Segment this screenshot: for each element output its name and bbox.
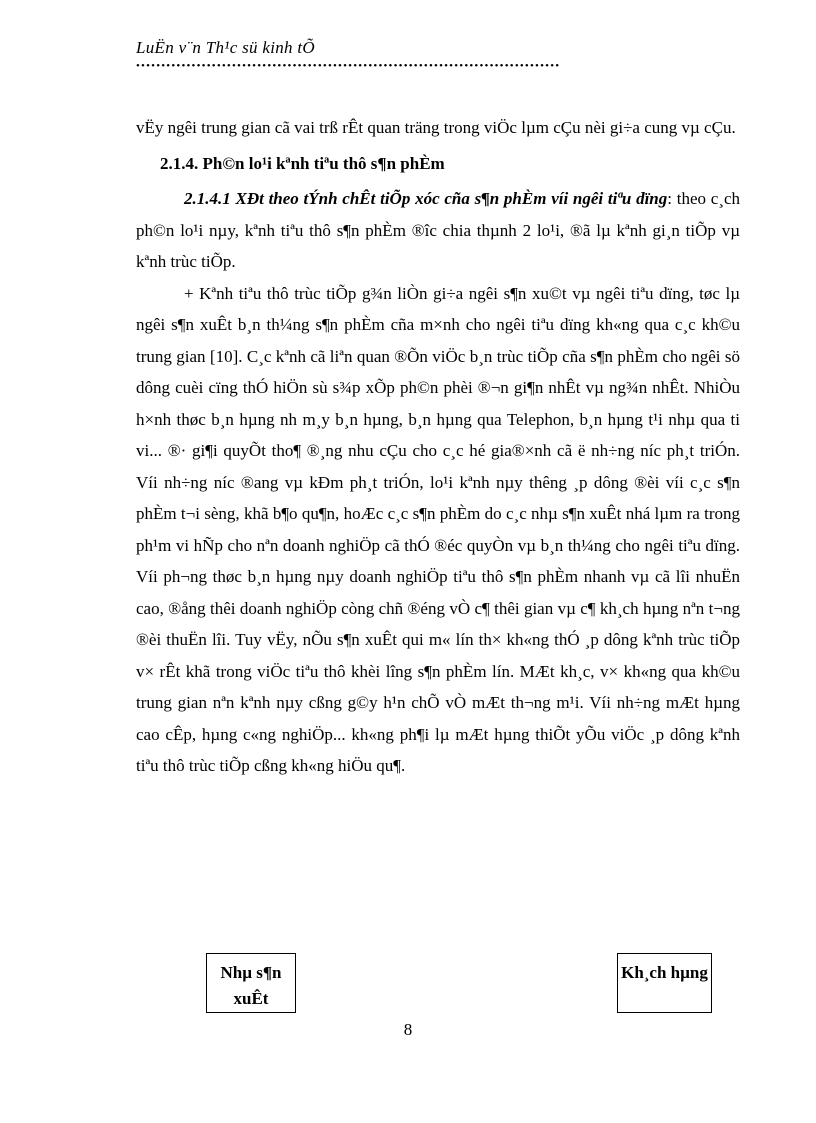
diagram-box-customer: Kh¸ch hµng — [617, 953, 712, 1013]
paragraph-continuation: vËy ngêi trung gian cã vai trß rÊt quan träng trong viÖc lµm cÇu nèi gi÷a cung vµ cÇu. — [136, 118, 736, 137]
page-body — [136, 112, 740, 782]
subsection-heading: 2.1.4.1 XÐt theo tÝnh chÊt tiÕp xóc cña s¶n phÈm víi ngêi tiªu dïng — [184, 189, 668, 208]
subsection-paragraph — [136, 183, 740, 278]
section-heading: 2.1.4. Ph©n lo¹i kªnh tiªu thô s¶n phÈm — [160, 153, 445, 173]
page-number: 8 — [403, 1020, 413, 1039]
subsection-text: : theo c¸ch ph©n lo¹i nµy, kªnh tiªu thô s¶n phÈm ®îc chia thµnh 2 lo¹i, ®ã lµ kªnh gi¸n tiÕp vµ kªnh trùc tiÕp. — [136, 189, 740, 271]
running-title: LuËn v¨n Th¹c sü kinh tÕ — [136, 38, 315, 57]
diagram-box-producer: Nhµ s¶n xuÊt — [206, 953, 296, 1013]
header-dotted-rule: •••••••••••••••••••••••••••••••••••••••••••••••••••••••••••••••••••••••••••••••••••• — [136, 62, 561, 70]
paragraph-direct-channel: + Kªnh tiªu thô trùc tiÕp g¾n liÒn gi÷a ngêi s¶n xu©t vµ ngêi tiªu dïng, tøc lµ ngêi s¶n xuÊt b¸n th¼ng s¶n phÈm cña m×nh cho ngêi tiªu dïng kh«ng qua c¸c kh©u trung gian [10]. C¸c kªnh cã liªn quan ®Õn viÖc b¸n trùc tiÕp cña s¶n phÈm cho ngêi sö dông cuèi cïng thÓ hiÖn sù s¾p xÕp ph©n phèi ®¬n gi¶n nhÊt vµ ng¾n nhÊt. NhiÒu h×nh thøc b¸n hµng nh m¸y b¸n hµng, b¸n hµng qua Telephon, b¸n hµng t¹i nhµ qua ti vi... ®· gi¶i quyÕt tho¶ ®¸ng nhu cÇu cho c¸c hé gia®×nh cã ë nh÷ng níc ph¸t triÓn. Víi nh÷ng níc ®ang vµ kÐm ph¸t triÓn, lo¹i kªnh nµy thêng ¸p dông ®èi víi c¸c s¶n phÈm t¬i sèng, khã b¶o qu¶n, hoÆc c¸c s¶n phÈm do c¸c nhµ s¶n xuÊt nhá lµm ra trong ph¹m vi hÑp cho nªn doanh nghiÖp cã thÓ ®éc quyÒn vµ b¸n th¼ng cho ngêi tiªu dïng. Víi ph¬ng thøc b¸n hµng nµy doanh nghiÖp tiªu thô s¶n phÈm nhanh vµ cã lîi nhuËn cao, ®ång thêi doanh nghiÖp còng chñ ®éng vÒ c¶ thêi gian vµ c¶ kh¸ch hµng nªn t¬ng ®èi thuËn lîi. Tuy vËy, nÕu s¶n xuÊt qui m« lín th× kh«ng thÓ ¸p dông kªnh trùc tiÕp v× rÊt khã trong viÖc tiªu thô khèi lîng s¶n phÈm lín. MÆt kh¸c, v× kh«ng qua kh©u trung gian nªn kªnh nµy cßng g©y h¹n chÕ vÒ mÆt th¬ng m¹i. Víi nh÷ng mÆt hµng cao cÊp, hµng c«ng nghiÖp... kh«ng ph¶i lµ mÆt hµng thiÕt yÕu viÖc ¸p dông kªnh tiªu thô trùc tiÕp cßng kh«ng hiÖu qu¶. — [136, 283, 740, 775]
